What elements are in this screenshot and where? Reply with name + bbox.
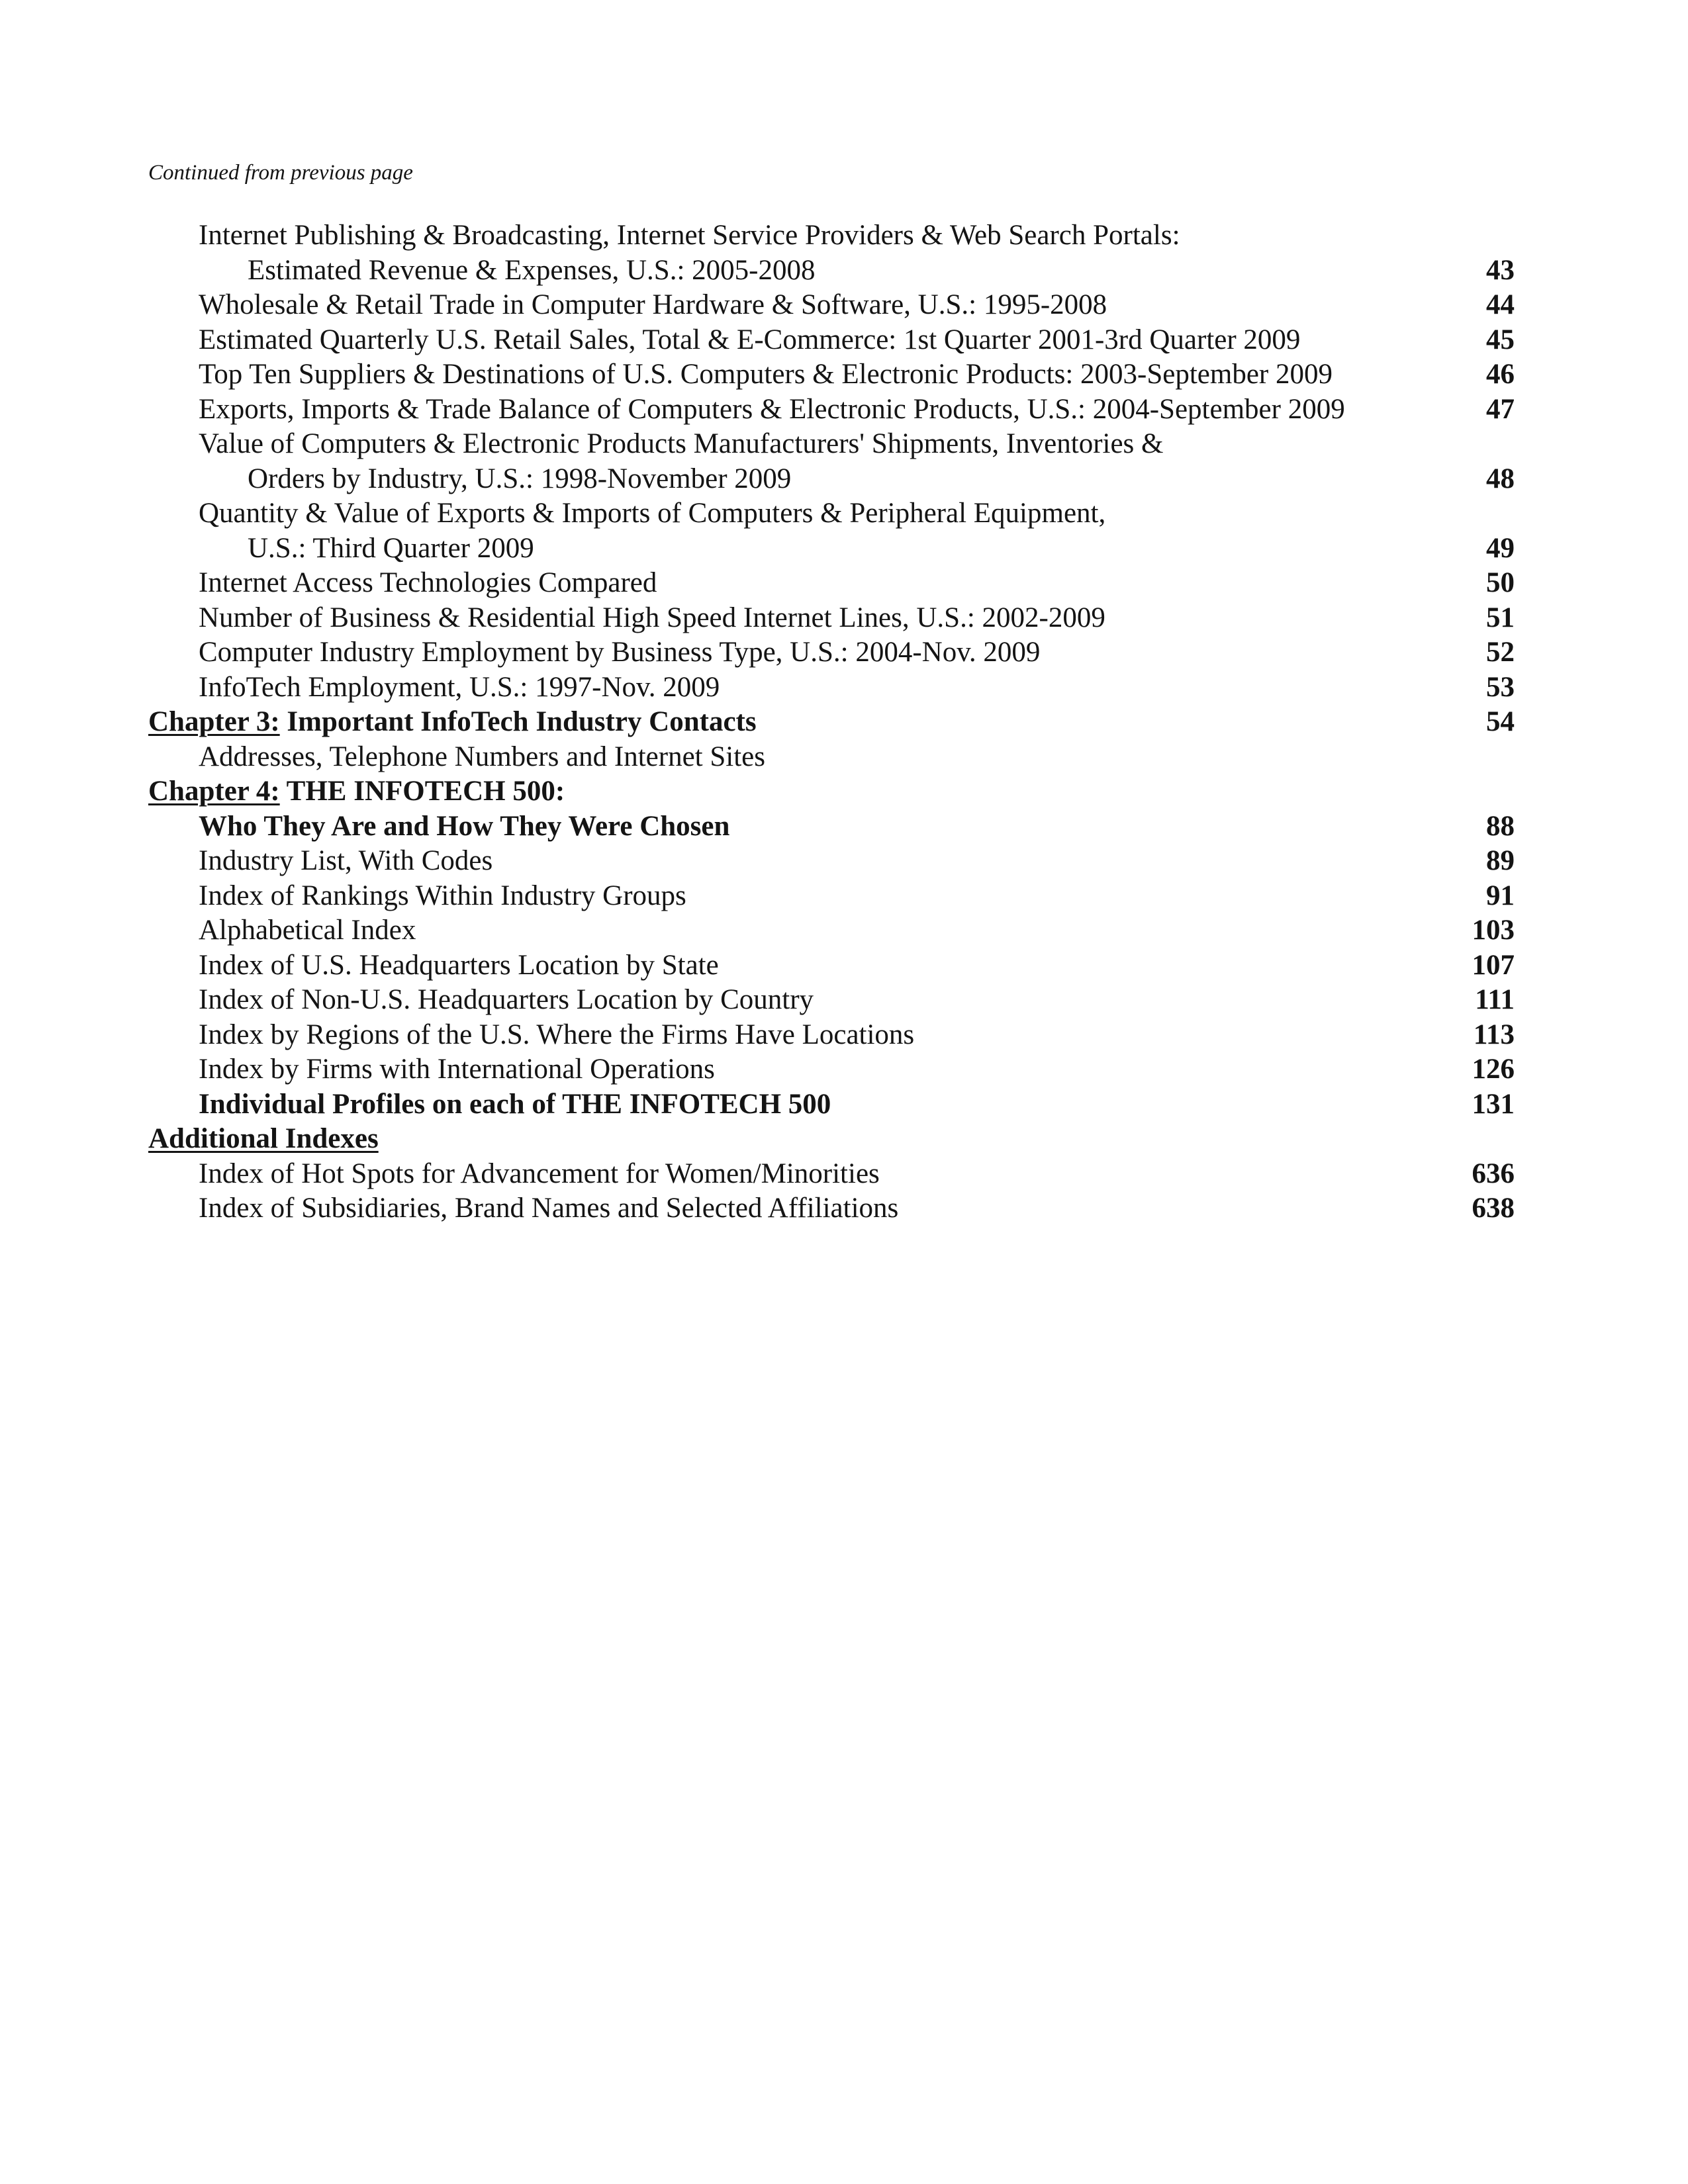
toc-page-number: 111 — [1475, 984, 1515, 1015]
toc-entry — [148, 809, 1515, 844]
toc-page-number: 49 — [1486, 532, 1515, 564]
toc-entry-title: Individual Profiles on each of THE INFOTECH 500 — [199, 1088, 831, 1120]
toc-page-number: 50 — [1486, 567, 1515, 598]
toc-entry — [148, 566, 1515, 601]
toc-entry-title: Estimated Revenue & Expenses, U.S.: 2005-2008 — [248, 254, 816, 286]
toc-page-number: 53 — [1486, 671, 1515, 703]
toc-entry-title: Addresses, Telephone Numbers and Internet Sites — [199, 741, 765, 772]
toc-entry-title: Industry List, With Codes — [199, 845, 493, 876]
toc-page-number: 47 — [1486, 393, 1515, 425]
toc-entry-title: Index of Subsidiaries, Brand Names and Selected Affiliations — [199, 1193, 899, 1224]
chapter-label: Chapter 4: — [148, 776, 280, 807]
toc-page-number: 46 — [1486, 359, 1515, 390]
toc-entry-title: Index of Non-U.S. Headquarters Location by Country — [199, 984, 814, 1015]
toc-entry — [148, 948, 1515, 983]
chapter-heading — [148, 774, 1515, 809]
toc-page-number: 45 — [1486, 324, 1515, 355]
toc-entry-title: Index by Regions of the U.S. Where the Firms Have Locations — [199, 1019, 915, 1050]
toc-entry-title: U.S.: Third Quarter 2009 — [248, 532, 534, 564]
toc-entry — [148, 1052, 1515, 1087]
toc-entry — [148, 253, 1515, 289]
toc-entry — [148, 740, 1515, 775]
toc-entry — [148, 670, 1515, 705]
toc-entry-title: Index of Rankings Within Industry Groups — [199, 880, 686, 911]
chapter-heading-text — [148, 774, 565, 809]
toc-entry — [148, 392, 1515, 428]
toc-entry — [148, 323, 1515, 358]
toc-entry — [148, 357, 1515, 392]
toc-entry-title: Wholesale & Retail Trade in Computer Hardware & Software, U.S.: 1995-2008 — [199, 289, 1107, 320]
section-heading — [148, 1122, 1515, 1157]
toc-entry — [148, 1087, 1515, 1122]
toc-entry-title: Quantity & Value of Exports & Imports of Computers & Peripheral Equipment, — [199, 498, 1106, 529]
toc-page-number: 51 — [1486, 602, 1515, 633]
continued-note: Continued from previous page — [148, 161, 413, 185]
toc-entry-title: Estimated Quarterly U.S. Retail Sales, Total & E-Commerce: 1st Quarter 2001-3rd Quarter 2009 — [199, 324, 1301, 355]
toc-page-number: 91 — [1486, 880, 1515, 911]
chapter-title: Important InfoTech Industry Contacts — [287, 706, 757, 737]
toc-entry — [148, 844, 1515, 879]
toc-entry-title: Orders by Industry, U.S.: 1998-November 2009 — [248, 463, 792, 494]
chapter-heading-text — [148, 705, 757, 740]
toc-entry — [148, 1191, 1515, 1226]
chapter-label: Chapter 3: — [148, 706, 280, 737]
toc-entry — [148, 288, 1515, 323]
toc-entry — [148, 427, 1515, 462]
toc-page-number: 89 — [1486, 845, 1515, 876]
toc-entry-title: Alphabetical Index — [199, 915, 416, 946]
toc-page-number: 44 — [1486, 289, 1515, 320]
toc-entry — [148, 531, 1515, 567]
toc-entry-title: Index of U.S. Headquarters Location by State — [199, 949, 719, 981]
section-heading-text: Additional Indexes — [148, 1123, 379, 1154]
toc-page-number: 48 — [1486, 463, 1515, 494]
toc-entry-title: Top Ten Suppliers & Destinations of U.S. Computers & Electronic Products: 2003-September 2009 — [199, 359, 1333, 390]
toc-entry-title: InfoTech Employment, U.S.: 1997-Nov. 2009 — [199, 671, 720, 703]
toc-page-number: 43 — [1486, 254, 1515, 286]
toc-entry-title: Value of Computers & Electronic Products Manufacturers' Shipments, Inventories & — [199, 428, 1164, 459]
toc-entry — [148, 879, 1515, 914]
toc-entry-title: Internet Publishing & Broadcasting, Internet Service Providers & Web Search Portals: — [199, 220, 1180, 251]
toc-page-number: 113 — [1473, 1019, 1515, 1050]
toc-entry — [148, 1018, 1515, 1053]
toc-entry — [148, 601, 1515, 636]
toc-entry — [148, 462, 1515, 497]
toc-entry — [148, 218, 1515, 253]
toc-entry-title: Number of Business & Residential High Speed Internet Lines, U.S.: 2002-2009 — [199, 602, 1105, 633]
chapter-heading — [148, 705, 1515, 740]
toc-entry-title: Index by Firms with International Operations — [199, 1054, 715, 1085]
toc-page-number: 88 — [1486, 810, 1515, 842]
toc-entry-title: Who They Are and How They Were Chosen — [199, 810, 730, 842]
toc-page-number: 103 — [1472, 915, 1515, 946]
toc-page-number: 107 — [1472, 949, 1515, 981]
toc-page-number: 126 — [1472, 1054, 1515, 1085]
chapter-title: THE INFOTECH 500: — [286, 776, 565, 807]
toc-entry — [148, 913, 1515, 948]
toc-entry-title: Index of Hot Spots for Advancement for Women/Minorities — [199, 1158, 880, 1189]
toc-page-number: 54 — [1486, 706, 1515, 737]
toc-page-number: 131 — [1472, 1088, 1515, 1120]
toc-entry — [148, 1157, 1515, 1192]
toc-page-number: 636 — [1472, 1158, 1515, 1189]
toc-entry-title: Exports, Imports & Trade Balance of Computers & Electronic Products, U.S.: 2004-September 2009 — [199, 393, 1345, 425]
toc-entry — [148, 983, 1515, 1018]
toc-entry — [148, 635, 1515, 670]
toc-page-number: 52 — [1486, 637, 1515, 668]
toc-entry — [148, 496, 1515, 531]
toc-entry-title: Internet Access Technologies Compared — [199, 567, 657, 598]
toc-entry-title: Computer Industry Employment by Business Type, U.S.: 2004-Nov. 2009 — [199, 637, 1041, 668]
table-of-contents — [148, 218, 1515, 1226]
toc-page-number: 638 — [1472, 1193, 1515, 1224]
